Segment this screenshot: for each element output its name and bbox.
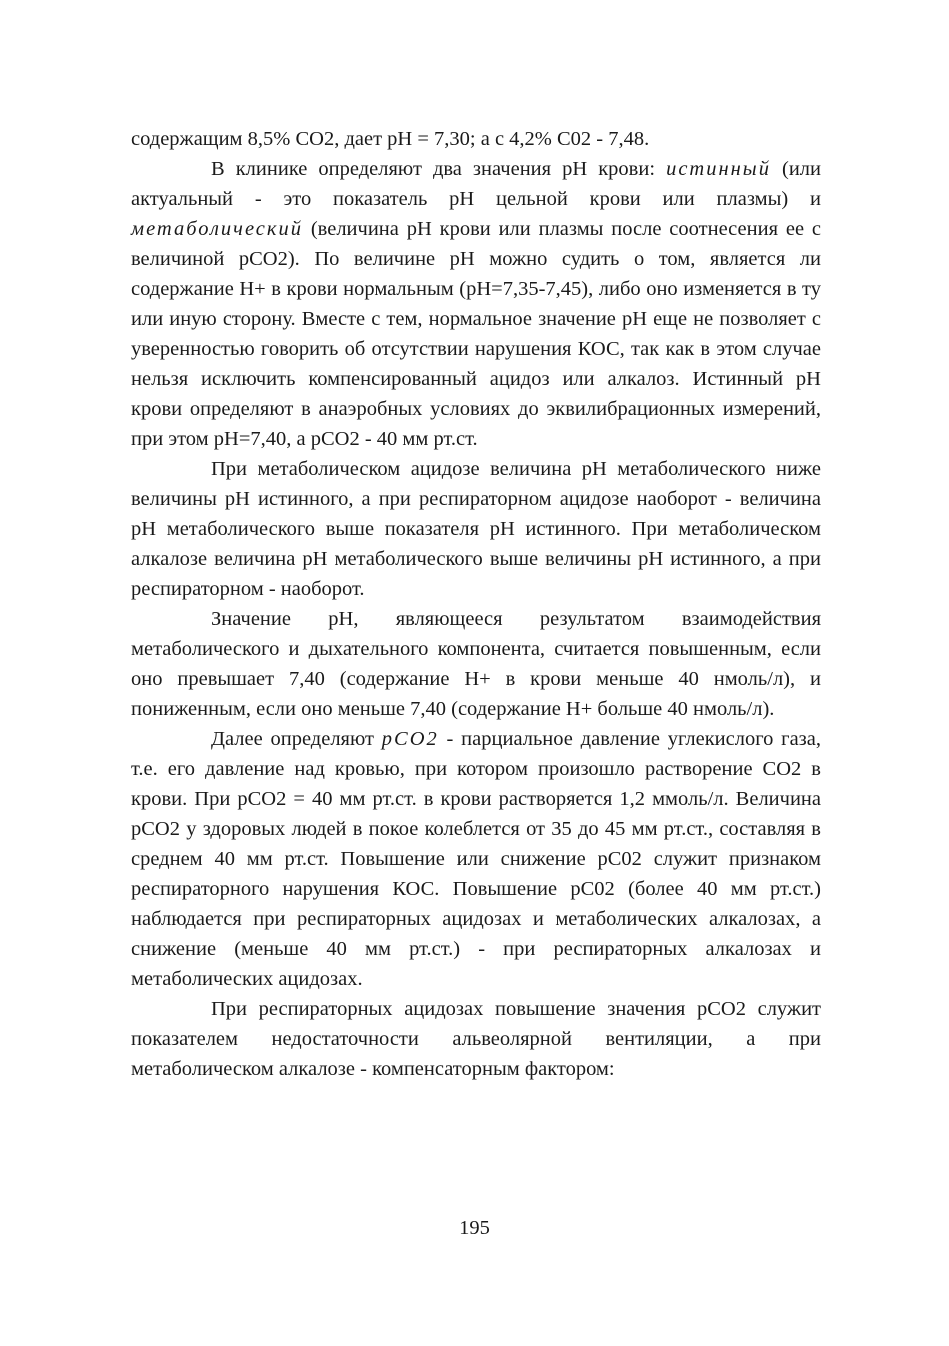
text-run: В клинике определяют два значения рН крови: [211, 158, 667, 180]
text-run: При респираторных ацидозах повышение значения рСО2 служит показателем недостаточности альвеолярной вентиляции, а при метаболическом алкалозе - компенсаторным фактором: [131, 998, 821, 1080]
text-run: Далее определяют [211, 728, 382, 750]
body-text [131, 124, 821, 1084]
italic-term: рСО2 [381, 728, 439, 750]
paragraph-5 [131, 724, 821, 994]
italic-term: истинный [666, 158, 771, 180]
paragraph-1 [131, 124, 821, 154]
text-run: содержащим 8,5% СО2, дает рН = 7,30; а с 4,2% С02 - 7,48. [131, 128, 650, 150]
text-run: (или актуальный - это показатель рН цельной крови или плазмы) и [131, 158, 821, 210]
italic-term: метаболический [131, 218, 303, 240]
paragraph-4 [131, 604, 821, 724]
paragraph-2 [131, 154, 821, 454]
text-run: - парциальное давление углекислого газа, т.е. его давление над кровью, при котором произошло растворение СО2 в крови. При рСО2 = 40 мм рт.ст. в крови растворяется 1,2 ммоль/л. Величина рСО2 у здоровых людей в покое колеблется от 35 до 45 мм рт.ст., составляя в среднем 40 мм рт.ст. Повышение или снижение рС02 служит признаком респираторного нарушения КОС. Повышение рС02 (более 40 мм рт.ст.) наблюдается при респираторных ацидозах и метаболических алкалозах, а снижение (меньше 40 мм рт.ст.) - при респираторных алкалозах и метаболических ацидозах. [131, 728, 821, 990]
paragraph-3 [131, 454, 821, 604]
paragraph-6 [131, 994, 821, 1084]
text-run: Значение рН, являющееся результатом взаимодействия метаболического и дыхательного компонента, считается повышенным, если оно превышает 7,40 (содержание Н+ в крови меньше 40 нмоль/л), и пониженным, если оно меньше 7,40 (содержание Н+ больше 40 нмоль/л). [131, 608, 821, 720]
text-run: При метаболическом ацидозе величина рН метаболического ниже величины рН истинного, а при респираторном ацидозе наоборот - величина рН метаболического выше показателя рН истинного. При метаболическом алкалозе величина рН метаболического выше величины рН истинного, а при респираторном - наоборот. [131, 458, 821, 600]
page-number: 195 [459, 1217, 490, 1239]
text-run: (величина рН крови или плазмы после соотнесения ее с величиной рСО2). По величине рН можно судить о том, является ли содержание Н+ в крови нормальным (рН=7,35-7,45), либо оно изменяется в ту или иную сторону. Вместе с тем, нормальное значение рН еще не позволяет с уверенностью говорить об отсутствии нарушения КОС, так как в этом случае нельзя исключить компенсированный ацидоз или алкалоз. Истинный рН крови определяют в анаэробных условиях до эквилибрационных измерений, при этом рН=7,40, а рСО2 - 40 мм рт.ст. [131, 218, 821, 450]
